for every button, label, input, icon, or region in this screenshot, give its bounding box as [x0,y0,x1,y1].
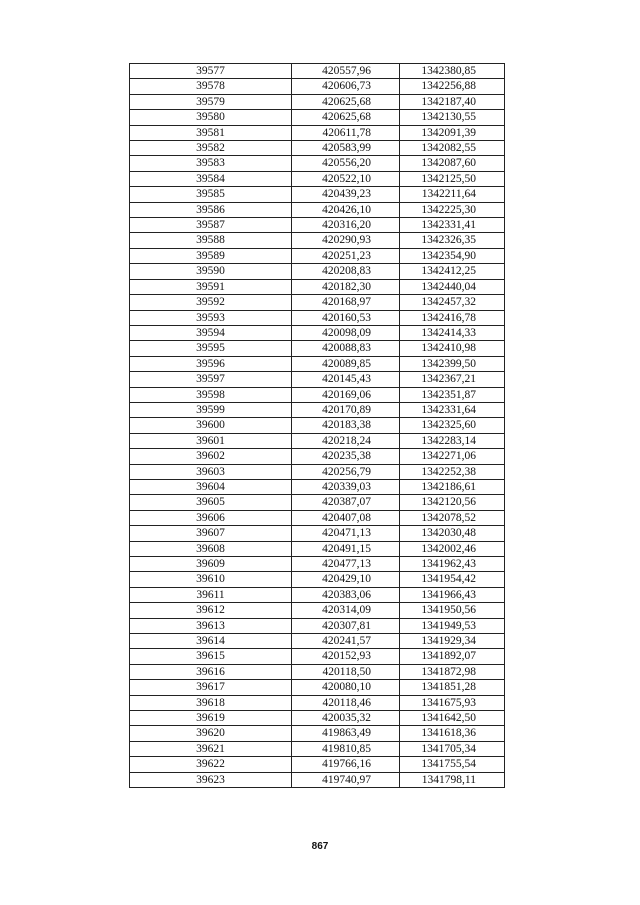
table-row [130,248,505,263]
point-id-cell: 39623 [130,772,292,787]
y-coordinate-cell: 1341851,28 [400,680,505,695]
point-id-cell: 39584 [130,171,292,186]
x-coordinate-cell: 420168,97 [292,295,400,310]
x-coordinate-cell: 420429,10 [292,572,400,587]
point-id-cell: 39597 [130,372,292,387]
table-row [130,279,505,294]
table-row [130,587,505,602]
point-id-cell: 39620 [130,726,292,741]
x-coordinate-cell: 420426,10 [292,202,400,217]
y-coordinate-cell: 1342211,64 [400,187,505,202]
point-id-cell: 39616 [130,664,292,679]
x-coordinate-cell: 420118,50 [292,664,400,679]
table-row [130,141,505,156]
point-id-cell: 39615 [130,649,292,664]
point-id-cell: 39622 [130,757,292,772]
point-id-cell: 39608 [130,541,292,556]
y-coordinate-cell: 1341954,42 [400,572,505,587]
point-id-cell: 39612 [130,603,292,618]
x-coordinate-cell: 420556,20 [292,156,400,171]
x-coordinate-cell: 420182,30 [292,279,400,294]
table-row [130,418,505,433]
y-coordinate-cell: 1342271,06 [400,449,505,464]
x-coordinate-cell: 420307,81 [292,618,400,633]
table-row [130,356,505,371]
x-coordinate-cell: 420170,89 [292,402,400,417]
point-id-cell: 39593 [130,310,292,325]
y-coordinate-cell: 1342283,14 [400,433,505,448]
table-row [130,187,505,202]
x-coordinate-cell: 420314,09 [292,603,400,618]
table-row [130,526,505,541]
y-coordinate-cell: 1342225,30 [400,202,505,217]
point-id-cell: 39599 [130,402,292,417]
point-id-cell: 39610 [130,572,292,587]
x-coordinate-cell: 420557,96 [292,64,400,79]
x-coordinate-cell: 420183,38 [292,418,400,433]
x-coordinate-cell: 420583,99 [292,141,400,156]
table-row [130,634,505,649]
table-row [130,572,505,587]
point-id-cell: 39586 [130,202,292,217]
y-coordinate-cell: 1342325,60 [400,418,505,433]
table-row [130,772,505,787]
point-id-cell: 39578 [130,79,292,94]
y-coordinate-cell: 1341675,93 [400,695,505,710]
table-row [130,741,505,756]
table-row [130,64,505,79]
table-row [130,202,505,217]
y-coordinate-cell: 1342186,61 [400,479,505,494]
point-id-cell: 39591 [130,279,292,294]
point-id-cell: 39580 [130,110,292,125]
y-coordinate-cell: 1341949,53 [400,618,505,633]
x-coordinate-cell: 420160,53 [292,310,400,325]
y-coordinate-cell: 1341966,43 [400,587,505,602]
x-coordinate-cell: 420407,08 [292,510,400,525]
table-row [130,464,505,479]
point-id-cell: 39579 [130,94,292,109]
y-coordinate-cell: 1341892,07 [400,649,505,664]
y-coordinate-cell: 1342087,60 [400,156,505,171]
point-id-cell: 39595 [130,341,292,356]
point-id-cell: 39600 [130,418,292,433]
y-coordinate-cell: 1342252,38 [400,464,505,479]
x-coordinate-cell: 420290,93 [292,233,400,248]
y-coordinate-cell: 1342078,52 [400,510,505,525]
point-id-cell: 39587 [130,218,292,233]
x-coordinate-cell: 420251,23 [292,248,400,263]
table-row [130,387,505,402]
point-id-cell: 39583 [130,156,292,171]
x-coordinate-cell: 420439,23 [292,187,400,202]
table-row [130,264,505,279]
y-coordinate-cell: 1341872,98 [400,664,505,679]
x-coordinate-cell: 420089,85 [292,356,400,371]
point-id-cell: 39589 [130,248,292,263]
x-coordinate-cell: 420606,73 [292,79,400,94]
x-coordinate-cell: 420241,57 [292,634,400,649]
point-id-cell: 39577 [130,64,292,79]
x-coordinate-cell: 419863,49 [292,726,400,741]
y-coordinate-cell: 1342457,32 [400,295,505,310]
table-row [130,433,505,448]
page-number: 867 [311,841,329,852]
table-row [130,372,505,387]
x-coordinate-cell: 420491,15 [292,541,400,556]
point-id-cell: 39594 [130,325,292,340]
y-coordinate-cell: 1342399,50 [400,356,505,371]
x-coordinate-cell: 419810,85 [292,741,400,756]
table-row [130,449,505,464]
table-row [130,680,505,695]
y-coordinate-cell: 1341950,56 [400,603,505,618]
table-row [130,110,505,125]
y-coordinate-cell: 1342412,25 [400,264,505,279]
table-row [130,233,505,248]
table-row [130,295,505,310]
x-coordinate-cell: 420218,24 [292,433,400,448]
table-row [130,125,505,140]
x-coordinate-cell: 420088,83 [292,341,400,356]
x-coordinate-cell: 420256,79 [292,464,400,479]
x-coordinate-cell: 420611,78 [292,125,400,140]
point-id-cell: 39619 [130,711,292,726]
y-coordinate-cell: 1342416,78 [400,310,505,325]
y-coordinate-cell: 1341618,36 [400,726,505,741]
x-coordinate-cell: 420625,68 [292,110,400,125]
x-coordinate-cell: 420316,20 [292,218,400,233]
y-coordinate-cell: 1341798,11 [400,772,505,787]
x-coordinate-cell: 420383,06 [292,587,400,602]
point-id-cell: 39618 [130,695,292,710]
x-coordinate-cell: 419766,16 [292,757,400,772]
table-row [130,79,505,94]
point-id-cell: 39605 [130,495,292,510]
table-row [130,664,505,679]
x-coordinate-cell: 420169,06 [292,387,400,402]
table-row [130,557,505,572]
point-id-cell: 39621 [130,741,292,756]
y-coordinate-cell: 1342410,98 [400,341,505,356]
point-id-cell: 39588 [130,233,292,248]
point-id-cell: 39613 [130,618,292,633]
y-coordinate-cell: 1342414,33 [400,325,505,340]
point-id-cell: 39606 [130,510,292,525]
point-id-cell: 39585 [130,187,292,202]
point-id-cell: 39592 [130,295,292,310]
table-row [130,618,505,633]
point-id-cell: 39601 [130,433,292,448]
y-coordinate-cell: 1342326,35 [400,233,505,248]
table-row [130,156,505,171]
table-row [130,603,505,618]
table-row [130,757,505,772]
y-coordinate-cell: 1342002,46 [400,541,505,556]
y-coordinate-cell: 1342125,50 [400,171,505,186]
y-coordinate-cell: 1342367,21 [400,372,505,387]
y-coordinate-cell: 1341642,50 [400,711,505,726]
table-row [130,726,505,741]
x-coordinate-cell: 420477,13 [292,557,400,572]
y-coordinate-cell: 1342130,55 [400,110,505,125]
x-coordinate-cell: 420522,10 [292,171,400,186]
point-id-cell: 39596 [130,356,292,371]
x-coordinate-cell: 420145,43 [292,372,400,387]
point-id-cell: 39609 [130,557,292,572]
x-coordinate-cell: 420098,09 [292,325,400,340]
x-coordinate-cell: 420118,46 [292,695,400,710]
table-row [130,711,505,726]
table-row [130,495,505,510]
x-coordinate-cell: 420080,10 [292,680,400,695]
x-coordinate-cell: 420035,32 [292,711,400,726]
y-coordinate-cell: 1341705,34 [400,741,505,756]
y-coordinate-cell: 1342091,39 [400,125,505,140]
y-coordinate-cell: 1342120,56 [400,495,505,510]
y-coordinate-cell: 1341962,43 [400,557,505,572]
y-coordinate-cell: 1342187,40 [400,94,505,109]
x-coordinate-cell: 420235,38 [292,449,400,464]
point-id-cell: 39607 [130,526,292,541]
table-row [130,310,505,325]
y-coordinate-cell: 1342380,85 [400,64,505,79]
table-row [130,171,505,186]
y-coordinate-cell: 1342440,04 [400,279,505,294]
table-row [130,541,505,556]
table-row [130,218,505,233]
point-id-cell: 39611 [130,587,292,602]
table-row [130,479,505,494]
y-coordinate-cell: 1342030,48 [400,526,505,541]
y-coordinate-cell: 1341929,34 [400,634,505,649]
point-id-cell: 39598 [130,387,292,402]
point-id-cell: 39617 [130,680,292,695]
x-coordinate-cell: 420152,93 [292,649,400,664]
coordinates-table-body [130,64,505,788]
y-coordinate-cell: 1341755,54 [400,757,505,772]
x-coordinate-cell: 420208,83 [292,264,400,279]
y-coordinate-cell: 1342256,88 [400,79,505,94]
coordinates-table [129,63,505,788]
point-id-cell: 39582 [130,141,292,156]
x-coordinate-cell: 420471,13 [292,526,400,541]
table-row [130,94,505,109]
x-coordinate-cell: 420625,68 [292,94,400,109]
point-id-cell: 39590 [130,264,292,279]
y-coordinate-cell: 1342331,41 [400,218,505,233]
x-coordinate-cell: 420387,07 [292,495,400,510]
point-id-cell: 39603 [130,464,292,479]
table-row [130,325,505,340]
y-coordinate-cell: 1342351,87 [400,387,505,402]
point-id-cell: 39602 [130,449,292,464]
x-coordinate-cell: 419740,97 [292,772,400,787]
table-row [130,649,505,664]
point-id-cell: 39581 [130,125,292,140]
y-coordinate-cell: 1342331,64 [400,402,505,417]
table-row [130,695,505,710]
point-id-cell: 39614 [130,634,292,649]
y-coordinate-cell: 1342082,55 [400,141,505,156]
point-id-cell: 39604 [130,479,292,494]
table-row [130,402,505,417]
x-coordinate-cell: 420339,03 [292,479,400,494]
y-coordinate-cell: 1342354,90 [400,248,505,263]
table-row [130,510,505,525]
table-row [130,341,505,356]
